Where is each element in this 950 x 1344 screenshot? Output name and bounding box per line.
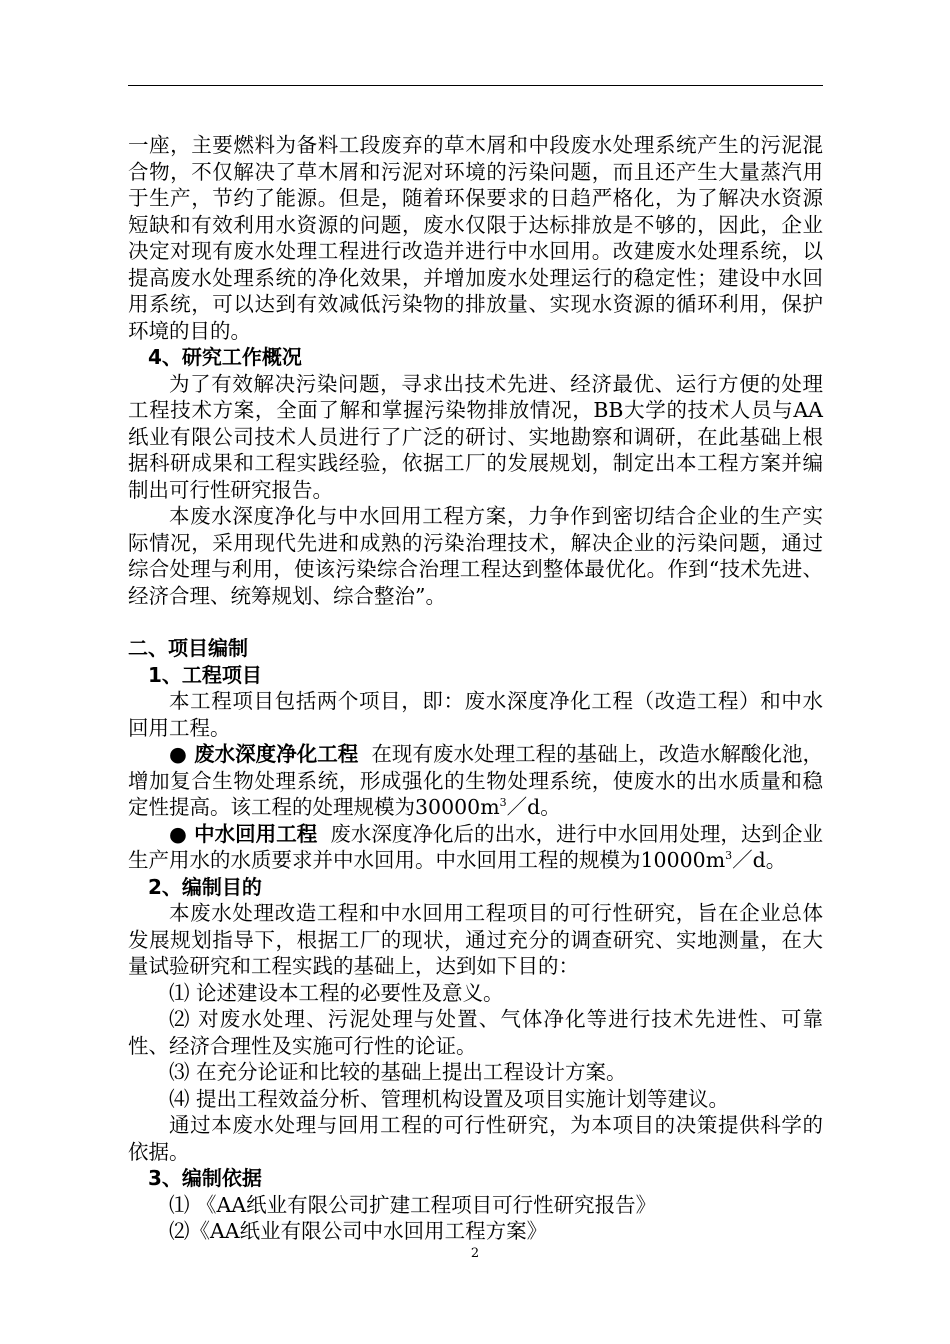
bullet-tail: ／d。 [506,795,561,819]
bullet-title: ● 废水深度净化工程 [169,742,359,766]
subsection-2-closing: 通过本废水处理与回用工程的可行性研究，为本项目的决策提供科学的依据。 [128,1113,823,1164]
section-4-paragraph-2: 本废水深度净化与中水回用工程方案，力争作到密切结合企业的生产实际情况，采用现代先进和成熟的污染治理技术，解决企业的污染问题，通过综合处理与利用，使该污染综合治理工程达到整体最优化。作到“技术先进、经济合理、统筹规划、综合整治”。 [128,504,823,608]
bullet-water-reuse [128,821,823,874]
superscript: 3 [725,849,733,863]
list-item: ⑶ 在充分论证和比较的基础上提出工程设计方案。 [169,1060,627,1084]
subsection-1-heading: 1、工程项目 [148,662,262,687]
bullet-title: ● 中水回用工程 [169,821,318,846]
intro-paragraph: 一座，主要燃料为备料工段废弃的草木屑和中段废水处理系统产生的污泥混合物，不仅解决了草木屑和污泥对环境的污染问题，而且还产生大量蒸汽用于生产，节约了能源。但是，随着环保要求的日趋严格化，为了解决水资源短缺和有效利用水资源的问题，废水仅限于达标排放是不够的，因此，企业决定对现有废水处理工程进行改造并进行中水回用。改建废水处理系统，以提高废水处理系统的净化效果，并增加废水处理运行的稳定性；建设中水回用系统，可以达到有效减低污染物的排放量、实现水资源的循环利用，保护环境的目的。 [128,133,823,343]
header-rule [128,85,823,86]
page-body [128,132,823,1245]
bullet-wastewater-purification [128,741,823,821]
bullet-text: 在现有废水处理工程的基础上，改造水解酸化池，增加复合生物处理系统，形成强化的生物处理系统，使废水的出水质量和稳定性提高。该工程的处理规模为30000m [128,742,823,819]
subsection-3-heading: 3、编制依据 [148,1166,262,1190]
chapter-2-heading: 二、项目编制 [128,636,248,660]
section-4-paragraph-1: 为了有效解决污染问题，寻求出技术先进、经济最优、运行方便的处理工程技术方案，全面了解和掌握污染物排放情况，BB大学的技术人员与AA纸业有限公司技术人员进行了广泛的研讨、实地勘察和调研，在此基础上根据科研成果和工程实践经验，依据工厂的发展规划，制定出本工程方案并编制出可行性研究报告。 [128,371,823,502]
superscript: 3 [499,796,507,810]
subsection-2-heading: 2、编制目的 [148,874,262,899]
list-item: ⑵《AA纸业有限公司中水回用工程方案》 [169,1219,548,1243]
bullet-text: 废水深度净化后的出水，进行中水回用处理，达到企业生产用水的水质要求并中水回用。中水回用工程的规模为10000m [128,821,823,872]
bullet-tail: ／d。 [732,848,787,872]
spacer [128,609,823,635]
section-4-heading: 4、研究工作概况 [148,345,302,369]
list-item: ⑴ 论述建设本工程的必要性及意义。 [169,980,504,1005]
subsection-2-paragraph: 本废水处理改造工程和中水回用工程项目的可行性研究，旨在企业总体发展规划指导下，根据工厂的现状，通过充分的调查研究、实地测量，在大量试验研究和工程实践的基础上，达到如下目的： [128,901,823,978]
subsection-1-paragraph: 本工程项目包括两个项目，即：废水深度净化工程（改造工程）和中水回用工程。 [128,689,823,740]
list-item: ⑷ 提出工程效益分析、管理机构设置及项目实施计划等建议。 [169,1086,730,1111]
page-number: 2 [470,1246,480,1261]
list-item: ⑴ 《AA纸业有限公司扩建工程项目可行性研究报告》 [169,1192,657,1217]
list-item: ⑵ 对废水处理、污泥处理与处置、气体净化等进行技术先进性、可靠性、经济合理性及实施可行性的论证。 [128,1007,823,1058]
